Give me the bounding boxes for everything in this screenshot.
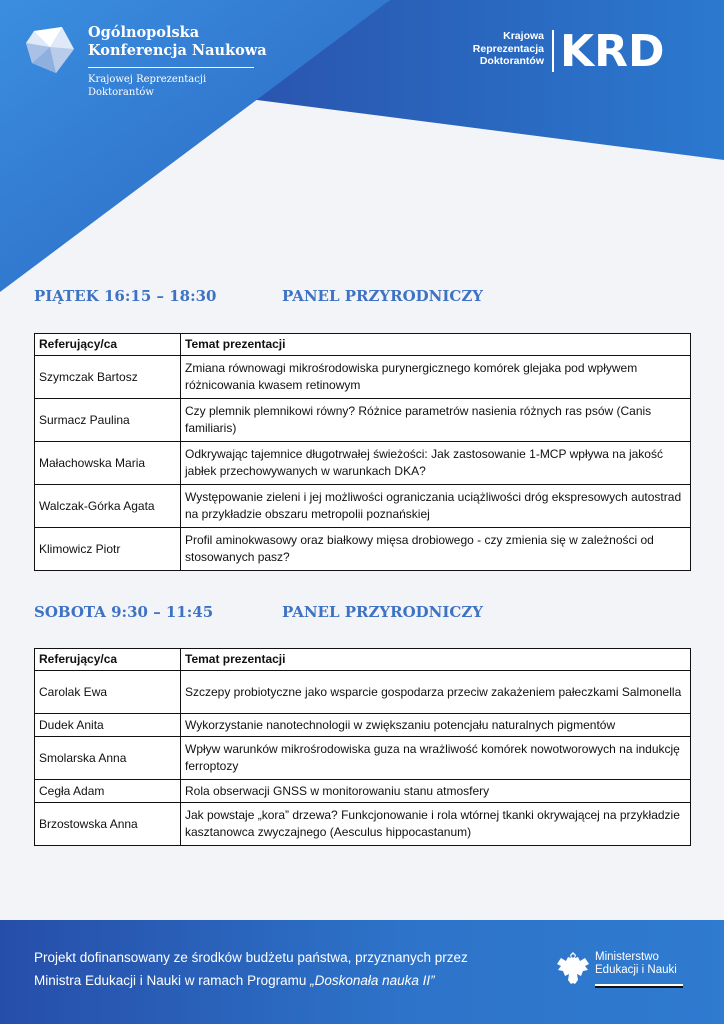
conference-divider <box>88 67 254 68</box>
presentation-topic: Wykorzystanie nanotechnologii w zwiększaniu potencjału naturalnych pigmentów <box>181 714 691 737</box>
speaker-name: Klimowicz Piotr <box>35 528 181 571</box>
krd-divider <box>552 30 554 72</box>
table-header-row <box>35 649 691 671</box>
program-name: „Doskonała nauka II” <box>310 973 435 988</box>
column-header-speaker: Referujący/ca <box>35 649 181 671</box>
table-row <box>35 356 691 399</box>
conference-subtitle: Krajowej Reprezentacji Doktorantów <box>88 74 207 98</box>
schedule-table-friday <box>34 333 691 571</box>
presentation-topic: Wpływ warunków mikrośrodowiska guza na wrażliwość komórek nowotworowych na indukcję ferroptozy <box>181 737 691 780</box>
presentation-topic: Zmiana równowagi mikrośrodowiska purynergicznego komórek glejaka pod wpływem różnicowania kwasem retinowym <box>181 356 691 399</box>
session-heading-saturday <box>34 603 484 621</box>
presentation-topic: Rola obserwacji GNSS w monitorowaniu stanu atmosfery <box>181 780 691 803</box>
conference-title: Ogólnopolska Konferencja Naukowa <box>88 24 267 59</box>
speaker-name: Surmacz Paulina <box>35 399 181 442</box>
speaker-name: Walczak-Górka Agata <box>35 485 181 528</box>
polish-eagle-icon <box>556 950 590 986</box>
krd-organization-name: Krajowa Reprezentacja Doktorantów <box>472 30 544 67</box>
funding-notice: Projekt dofinansowany ze środków budżetu państwa, przyznanych przez Ministra Edukacji i Nauki w ramach Programu „Doskonała nauka II” <box>34 950 468 988</box>
column-header-topic: Temat prezentacji <box>181 649 691 671</box>
speaker-name: Małachowska Maria <box>35 442 181 485</box>
table-row <box>35 442 691 485</box>
column-header-topic: Temat prezentacji <box>181 334 691 356</box>
speaker-name: Smolarska Anna <box>35 737 181 780</box>
table-row <box>35 714 691 737</box>
speaker-name: Cegła Adam <box>35 780 181 803</box>
presentation-topic: Jak powstaje „kora” drzewa? Funkcjonowanie i rola wtórnej tkanki okrywającej na przykładzie kasztanowca zwyczajnego (Aesculus hippocastanum) <box>181 803 691 846</box>
table-row <box>35 485 691 528</box>
schedule-table-saturday <box>34 648 691 846</box>
table-row <box>35 528 691 571</box>
speaker-name: Dudek Anita <box>35 714 181 737</box>
session-time: SOBOTA 9:30 – 11:45 <box>34 603 214 621</box>
krd-logo: KRD <box>560 26 665 77</box>
table-row <box>35 737 691 780</box>
session-time: PIĄTEK 16:15 – 18:30 <box>34 287 217 305</box>
table-row <box>35 803 691 846</box>
footer <box>0 920 724 1024</box>
session-panel-name: PANEL PRZYRODNICZY <box>282 287 484 305</box>
presentation-topic: Czy plemnik plemnikowi równy? Różnice parametrów nasienia różnych ras psów (Canis familiaris) <box>181 399 691 442</box>
ministry-flag-stripe <box>595 984 683 988</box>
speaker-name: Brzostowska Anna <box>35 803 181 846</box>
table-row <box>35 671 691 714</box>
column-header-speaker: Referujący/ca <box>35 334 181 356</box>
presentation-topic: Odkrywając tajemnice długotrwałej świeżości: Jak zastosowanie 1-MCP wpływa na jakość jabłek przechowywanych w warunkach DKA? <box>181 442 691 485</box>
presentation-topic: Występowanie zieleni i jej możliwości ograniczania uciążliwości dróg ekspresowych autostrad na przykładzie obszaru metropolii poznańskiej <box>181 485 691 528</box>
session-heading-friday <box>34 287 484 305</box>
speaker-name: Carolak Ewa <box>35 671 181 714</box>
table-row <box>35 780 691 803</box>
speaker-name: Szymczak Bartosz <box>35 356 181 399</box>
ministry-name: Ministerstwo Edukacji i Nauki <box>595 951 677 976</box>
table-header-row <box>35 334 691 356</box>
table-row <box>35 399 691 442</box>
presentation-topic: Szczepy probiotyczne jako wsparcie gospodarza przeciw zakażeniem pałeczkami Salmonella <box>181 671 691 714</box>
session-panel-name: PANEL PRZYRODNICZY <box>282 603 484 621</box>
presentation-topic: Profil aminokwasowy oraz białkowy mięsa drobiowego - czy zmienia się w zależności od stosowanych pasz? <box>181 528 691 571</box>
conference-logo-icon <box>26 27 76 77</box>
